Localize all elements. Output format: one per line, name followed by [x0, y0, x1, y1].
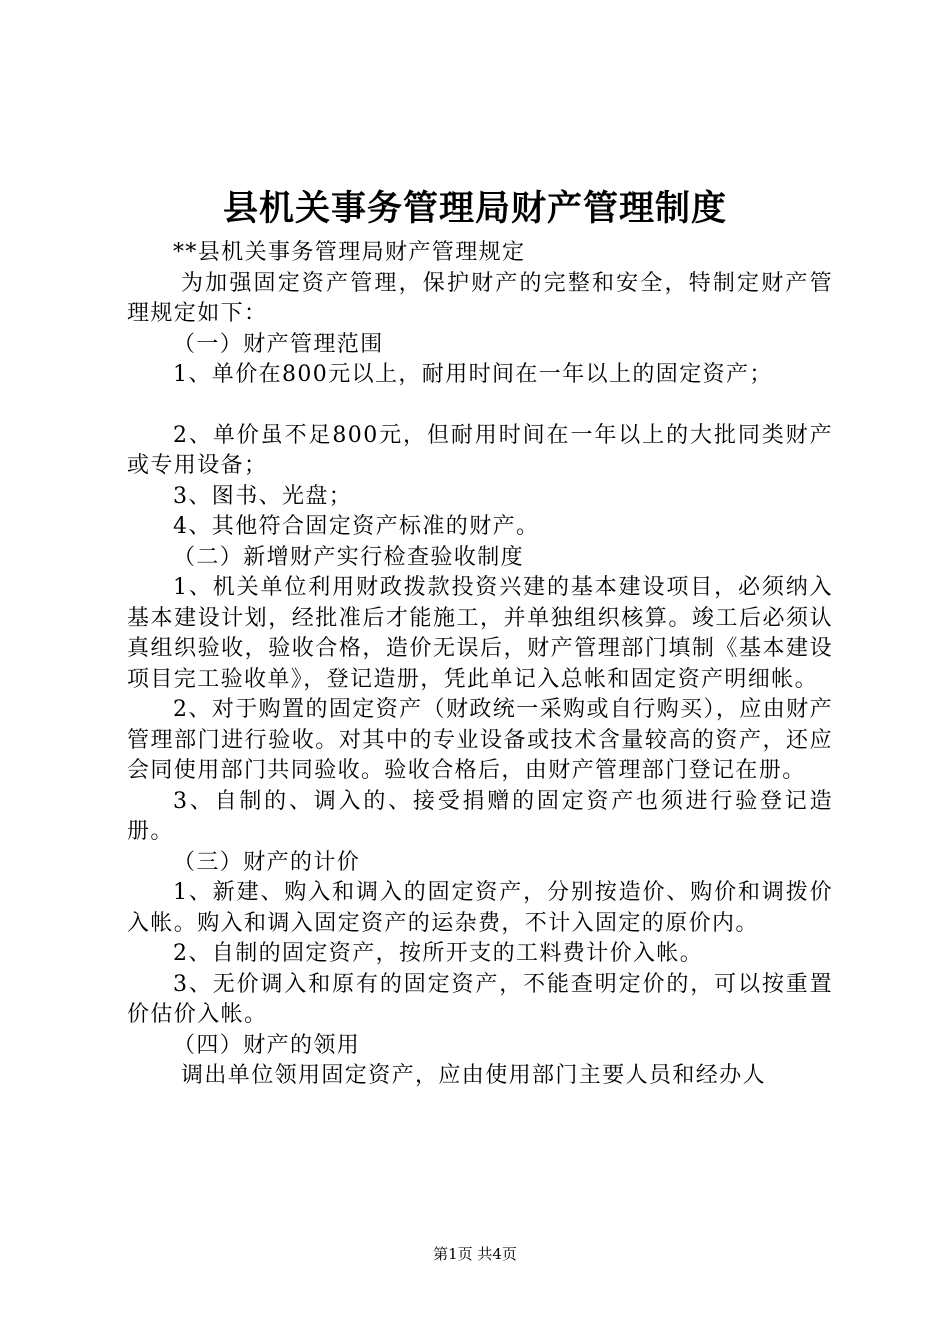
section-3-item-1: 1、新建、购入和调入的固定资产，分别按造价、购价和调拨价入帐。购入和调入固定资产的运杂费，不计入固定的原价内。 — [127, 880, 833, 936]
section-1-item-1: 1、单价在800元以上，耐用时间在一年以上的固定资产； — [173, 362, 773, 387]
section-heading-3: （三）财产的计价 — [173, 849, 361, 875]
section-2-item-2: 2、对于购置的固定资产（财政统一采购或自行购买），应由财产管理部门进行验收。对其中的专业设备或技术含量较高的资产，还应会同使用部门共同验收。验收合格后，由财产管理部门登记在册。 — [127, 697, 833, 783]
section-heading-1: （一）财产管理范围 — [173, 331, 384, 357]
intro-paragraph: 为加强固定资产管理，保护财产的完整和安全，特制定财产管理规定如下： — [127, 270, 833, 326]
section-2-item-3: 3、自制的、调入的、接受捐赠的固定资产也须进行验登记造册。 — [127, 788, 833, 844]
section-1-item-2: 2、单价虽不足800元，但耐用时间在一年以上的大批同类财产或专用设备； — [127, 422, 833, 478]
subtitle-line: **县机关事务管理局财产管理规定 — [173, 240, 526, 265]
section-heading-4: （四）财产的领用 — [173, 1032, 361, 1058]
section-3-item-3: 3、无价调入和原有的固定资产，不能查明定价的，可以按重置价估价入帐。 — [127, 971, 833, 1027]
document-title: 县机关事务管理局财产管理制度 — [222, 188, 727, 229]
section-1-item-3: 3、图书、光盘； — [173, 483, 353, 509]
section-heading-2: （二）新增财产实行检查验收制度 — [173, 544, 525, 570]
section-1-item-4: 4、其他符合固定资产标准的财产。 — [173, 514, 540, 539]
section-2-item-1: 1、机关单位利用财政拨款投资兴建的基本建设项目，必须纳入基本建设计划，经批准后才能施工，并单独组织核算。竣工后必须认真组织验收，验收合格，造价无误后，财产管理部门填制《基本建设项目完工验收单》，登记造册，凭此单记入总帐和固定资产明细帐。 — [127, 575, 833, 692]
section-3-item-2: 2、自制的固定资产，按所开支的工料费计价入帐。 — [173, 941, 704, 966]
section-4-paragraph-1: 调出单位领用固定资产，应由使用部门主要人员和经办人 — [181, 1063, 767, 1088]
document-body — [127, 238, 833, 1092]
page-number-footer: 第1页 共4页 — [433, 1245, 517, 1263]
